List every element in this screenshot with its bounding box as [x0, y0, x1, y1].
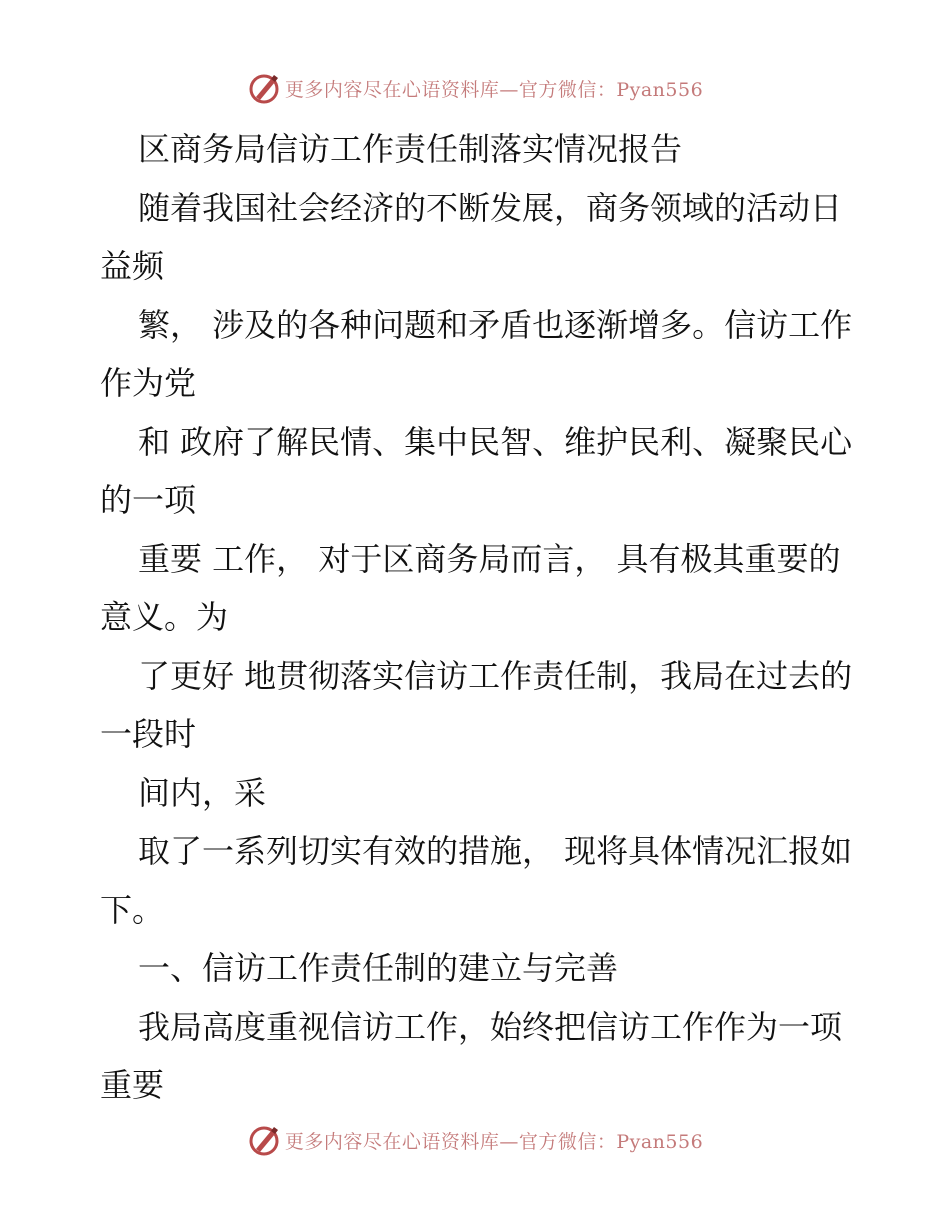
- document-body: [100, 120, 860, 1115]
- banner-text: 更多内容尽在心语资料库—官方微信：Pyan556: [284, 78, 704, 101]
- banner-text: 更多内容尽在心语资料库—官方微信：Pyan556: [284, 1130, 704, 1153]
- footer-banner: [0, 1120, 950, 1160]
- paragraph: 重要 工作， 对于区商务局而言， 具有极其重要的意义。为: [100, 539, 841, 636]
- paragraph: 和 政府了解民情、集中民智、维护民利、凝聚民心的一项: [100, 422, 853, 519]
- paragraph: 随着我国社会经济的不断发展，商务领域的活动日益频: [100, 188, 843, 285]
- paragraph: 了更好 地贯彻落实信访工作责任制，我局在过去的一段时: [100, 656, 853, 753]
- paragraph: 繁， 涉及的各种问题和矛盾也逐渐增多。信访工作作为党: [100, 305, 853, 402]
- document-title: 区商务局信访工作责任制落实情况报告: [138, 130, 683, 168]
- pen-seal-icon: [247, 71, 281, 105]
- header-banner: [0, 68, 950, 108]
- section-heading: 一、信访工作责任制的建立与完善: [138, 949, 619, 987]
- paragraph: 间内，采: [138, 773, 267, 812]
- pen-seal-icon: [247, 1123, 281, 1157]
- paragraph: 取了一系列切实有效的措施， 现将具体情况汇报如下。: [100, 832, 853, 929]
- paragraph: 我局高度重视信访工作，始终把信访工作作为一项重要: [100, 1007, 843, 1104]
